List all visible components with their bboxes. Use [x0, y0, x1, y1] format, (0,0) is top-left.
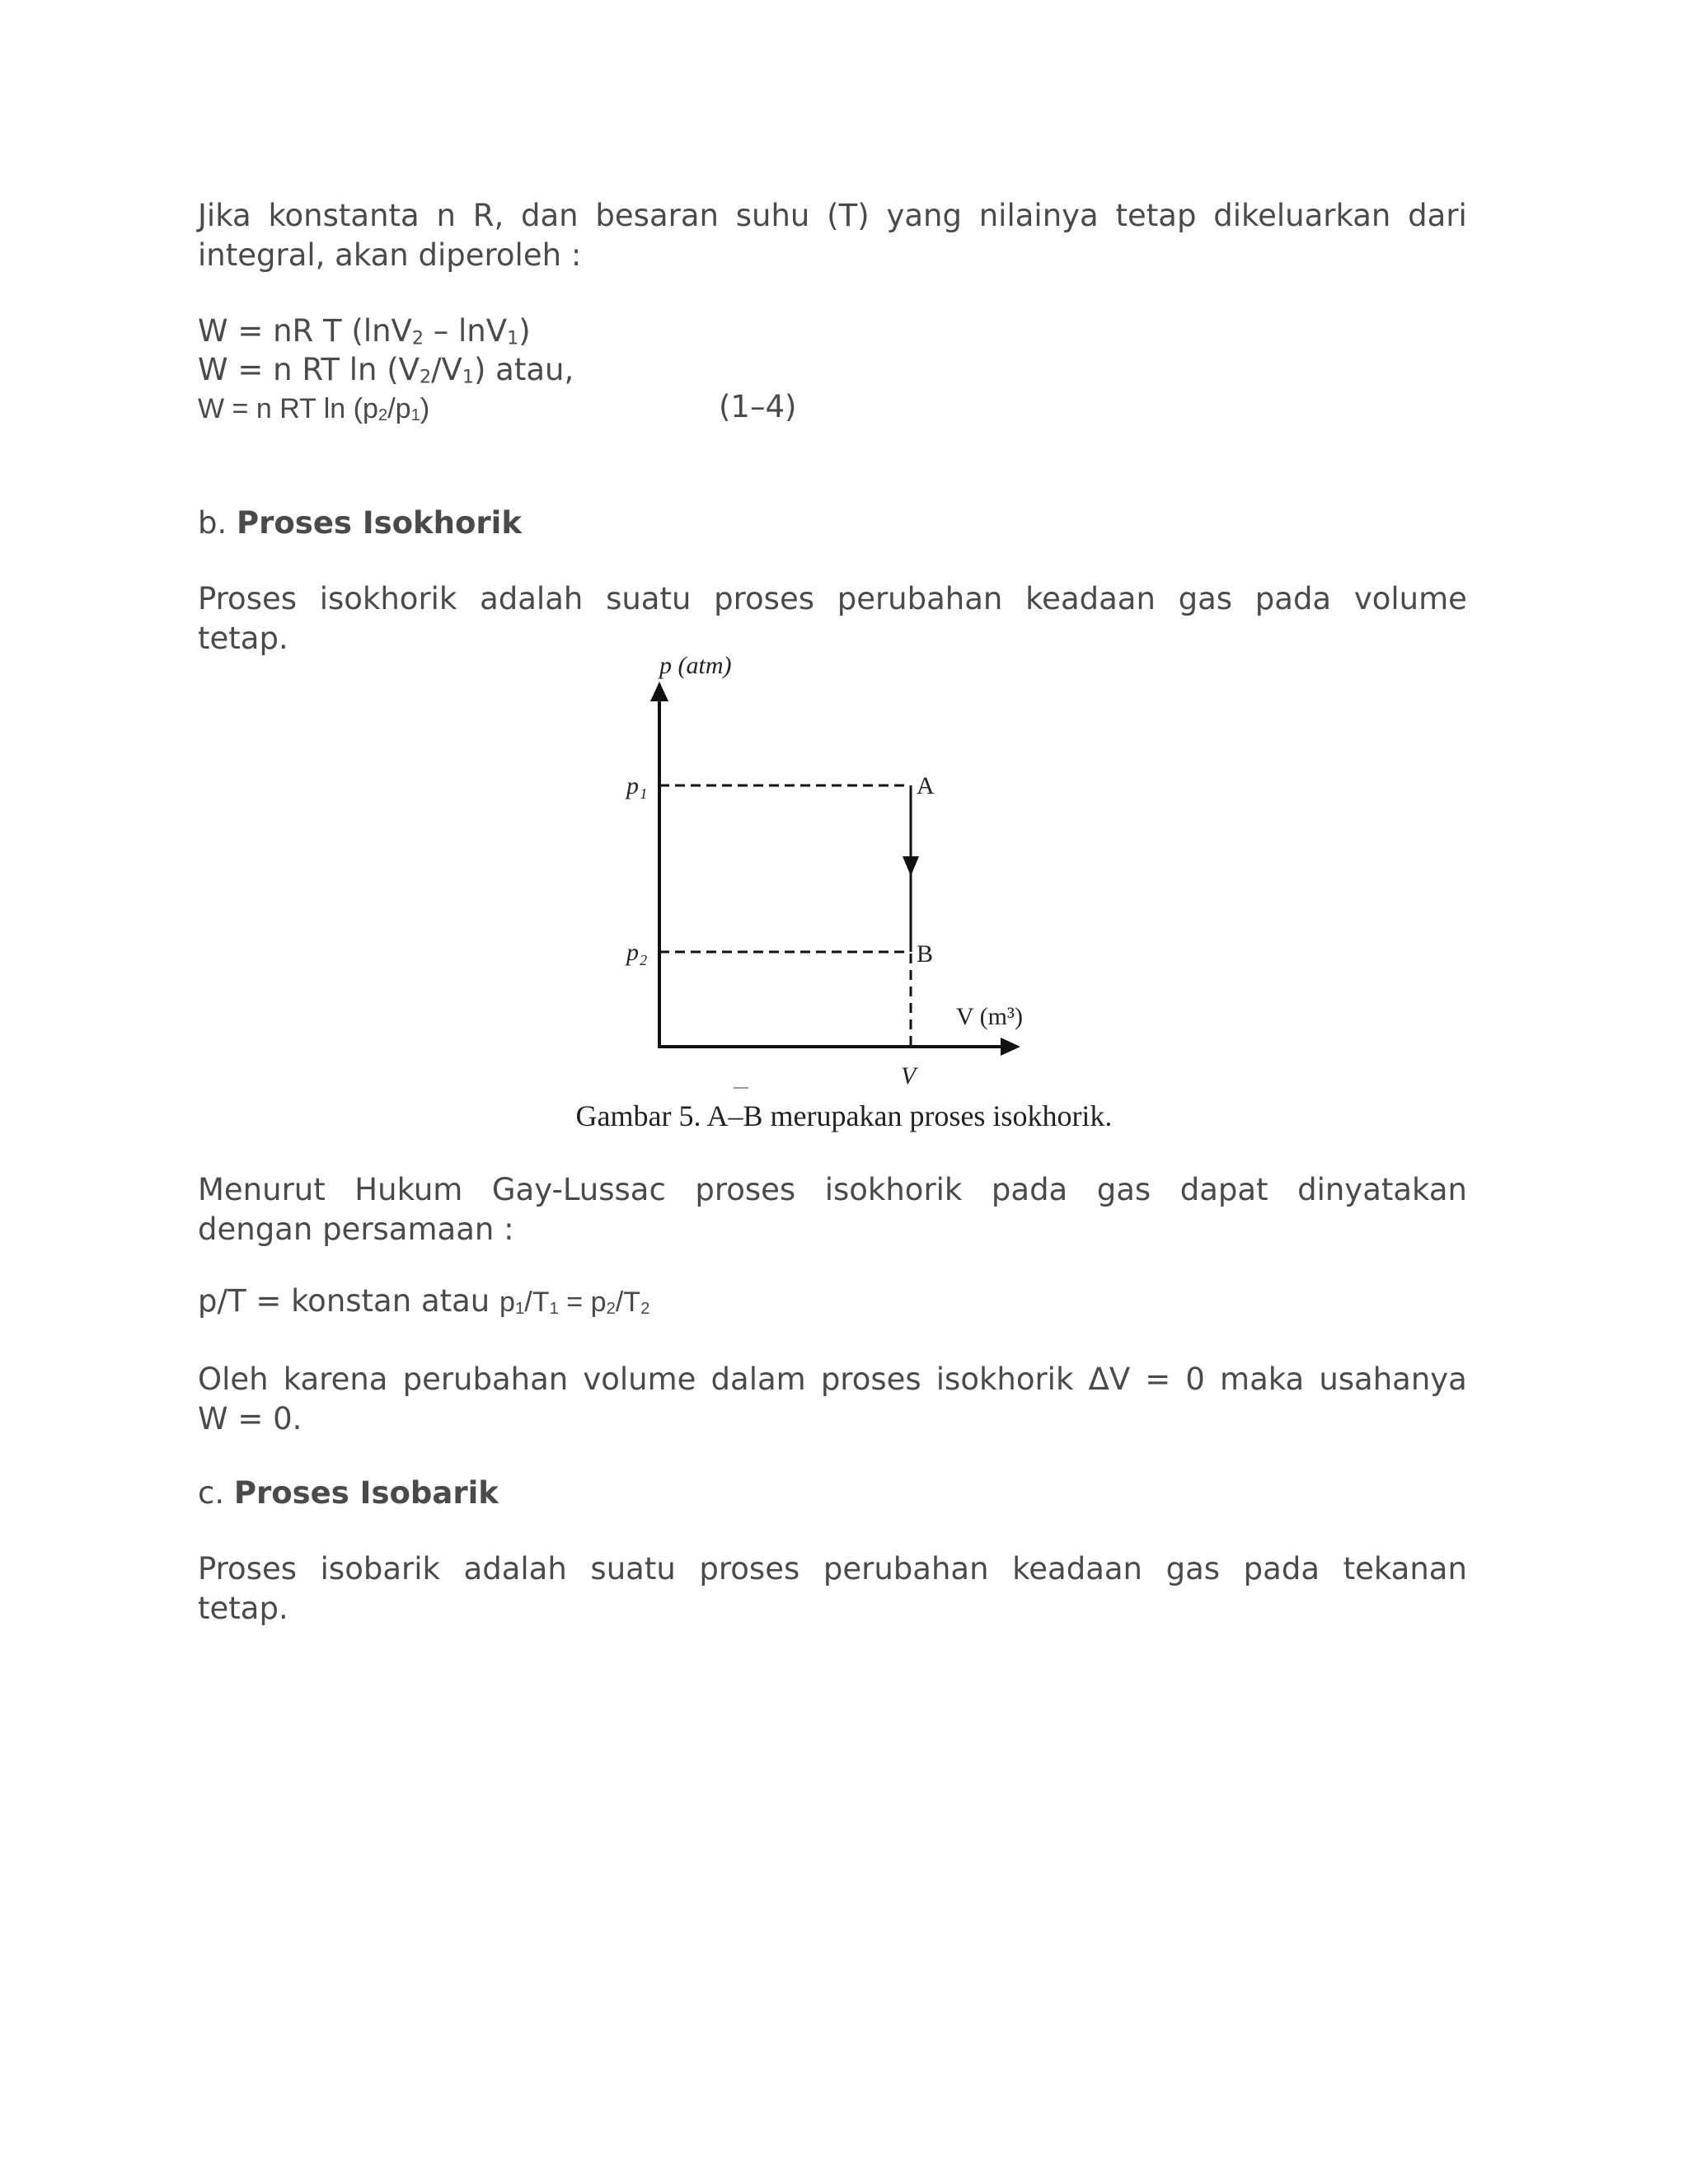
word: maka	[1220, 1361, 1305, 1397]
word: n	[436, 198, 456, 233]
word: konstanta	[268, 198, 420, 233]
word: keadaan	[1025, 581, 1156, 616]
word: suatu	[606, 581, 692, 616]
word: proses	[714, 581, 814, 616]
point-b-label: B	[917, 940, 934, 968]
x-axis-arrow-icon	[1001, 1038, 1020, 1056]
word: tekanan	[1343, 1551, 1467, 1586]
equation-work-3: W = n RT $\ln (p_2/p_1)$	[198, 393, 430, 425]
word: nilainya	[978, 198, 1099, 233]
paragraph-intro	[198, 196, 1467, 275]
section-heading-isobarik: c. Proses Isobarik	[198, 1475, 499, 1511]
process-direction-arrow-icon	[903, 856, 919, 876]
point-a-label: A	[917, 772, 935, 799]
word: dan	[521, 198, 579, 233]
word: ΔV	[1088, 1361, 1131, 1397]
word: perubahan	[823, 1551, 989, 1586]
paragraph-isokhorik-work	[198, 1360, 1467, 1439]
word: volume	[1353, 581, 1467, 616]
word: adalah	[463, 1551, 567, 1586]
word: proses	[695, 1172, 796, 1207]
word: perubahan	[837, 581, 1003, 616]
paragraph-intro-line1	[198, 196, 1467, 236]
y-axis-arrow-icon	[650, 682, 668, 701]
equation-gay-lussac: p/T = konstan atau $p_1/T_1 = p_2/T_2$	[198, 1283, 650, 1319]
word: dapat	[1179, 1172, 1268, 1207]
word: Jika	[198, 198, 251, 233]
x-axis-label: V (m³)	[956, 1003, 1023, 1030]
word: pada	[991, 1172, 1068, 1207]
word: (T)	[827, 198, 870, 233]
word: dari	[1408, 198, 1467, 233]
p2-label: p₂	[626, 939, 648, 966]
equation-work-2: W = n RT $\ln (V_2/V_1)$ atau,	[198, 352, 574, 388]
word: pada	[1254, 581, 1332, 616]
word: Proses	[198, 1551, 298, 1586]
word: isokhorik	[935, 1361, 1074, 1397]
word: yang	[886, 198, 962, 233]
word: Menurut	[198, 1172, 326, 1207]
paragraph-gay-lussac-line1	[198, 1170, 1467, 1210]
word: adalah	[480, 581, 584, 616]
word: =	[1145, 1361, 1171, 1397]
word: dalam	[710, 1361, 806, 1397]
word: keadaan	[1012, 1551, 1142, 1586]
word: suhu	[735, 198, 810, 233]
v-tick-label: V	[901, 1062, 917, 1090]
paragraph-gay-lussac	[198, 1170, 1467, 1249]
word: pada	[1243, 1551, 1320, 1586]
word: isokhorik	[319, 581, 457, 616]
p1-label: p₁	[626, 772, 648, 799]
word: volume	[583, 1361, 696, 1397]
paragraph-isobarik-definition	[198, 1549, 1467, 1629]
word: tetap	[1115, 198, 1197, 233]
word: usahanya	[1319, 1361, 1467, 1397]
word: R,	[472, 198, 504, 233]
figure-caption: Gambar 5. A–B merupakan proses isokhorik.	[575, 1099, 1113, 1132]
paragraph-isokhorik-work-line2: W = 0.	[198, 1401, 302, 1436]
word: proses	[699, 1551, 800, 1586]
word: isokhorik	[824, 1172, 963, 1207]
y-axis-label: p (atm)	[659, 652, 732, 679]
word: isobarik	[320, 1551, 440, 1586]
word: Proses	[198, 581, 298, 616]
word: suatu	[590, 1551, 676, 1586]
equation-work-1: W = nR T (lnV$_2$ – lnV$_1$)	[198, 313, 531, 349]
paragraph-intro-line2: integral, akan diperoleh :	[198, 237, 582, 273]
word: gas	[1178, 581, 1233, 616]
paragraph-isobarik-line1	[198, 1549, 1467, 1589]
paragraph-gay-lussac-line2: dengan persamaan :	[198, 1212, 514, 1247]
equation-number: (1–4)	[719, 389, 797, 424]
paragraph-isokhorik-work-line1	[198, 1360, 1467, 1399]
word: karena	[283, 1361, 388, 1397]
isochoric-process-diagram	[610, 647, 1055, 1108]
word: Hukum	[354, 1172, 463, 1207]
word: gas	[1096, 1172, 1151, 1207]
word: dinyatakan	[1297, 1172, 1467, 1207]
word: perubahan	[402, 1361, 569, 1397]
paragraph-isokhorik-line2: tetap.	[198, 621, 288, 656]
word: 0	[1185, 1361, 1205, 1397]
paragraph-isokhorik-line1	[198, 579, 1467, 619]
word: Gay-Lussac	[491, 1172, 666, 1207]
paragraph-isobarik-line2: tetap.	[198, 1591, 288, 1626]
word: Oleh	[198, 1361, 269, 1397]
word: gas	[1165, 1551, 1221, 1586]
section-heading-isokhorik: b. Proses Isokhorik	[198, 505, 522, 541]
word: dikeluarkan	[1213, 198, 1391, 233]
word: besaran	[595, 198, 719, 233]
word: proses	[820, 1361, 921, 1397]
